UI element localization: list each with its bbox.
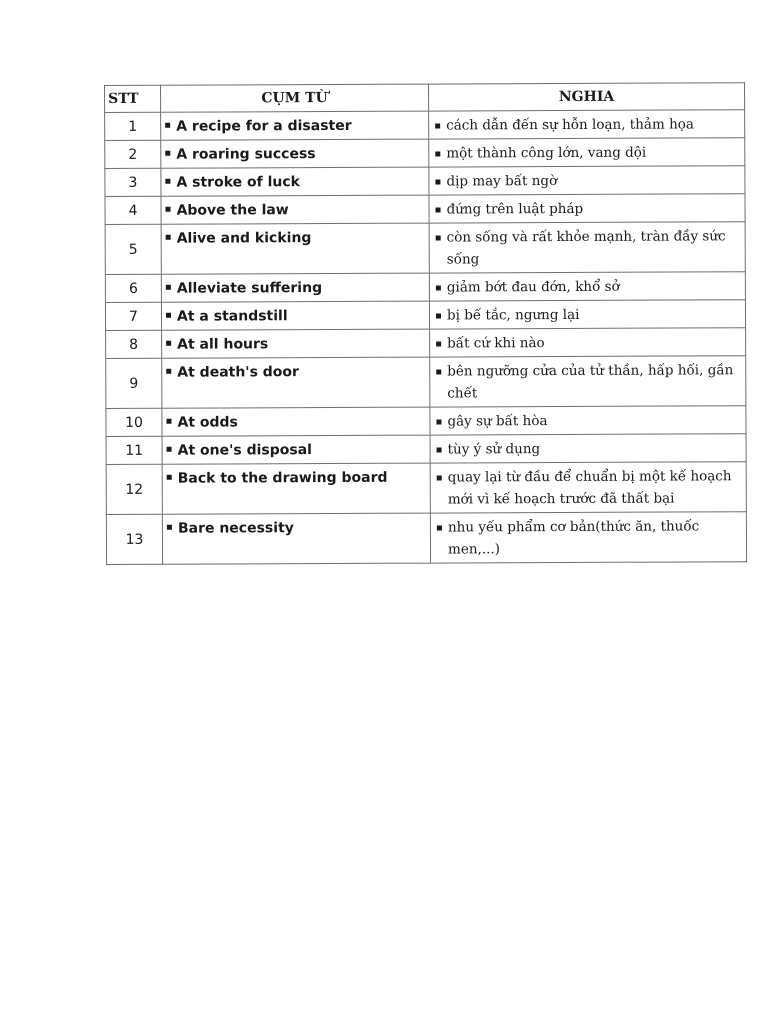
meaning-cell [429,194,745,223]
meaning-cell [430,512,746,563]
row-number: 11 [106,436,162,464]
table-header-row [105,83,745,113]
row-number: 2 [105,140,161,168]
bullet-icon [166,418,171,423]
bullet-icon [437,526,442,531]
bullet-icon [436,208,441,213]
row-number: 3 [105,168,161,196]
bullet-icon [167,446,172,451]
phrase-text: A roaring success [176,146,316,163]
meaning-cell [430,434,746,463]
bullet-icon [165,178,170,183]
phrase-cell [162,357,430,408]
row-number: 4 [105,196,161,224]
phrase-cell [161,111,429,140]
phrase-cell [161,301,429,330]
bullet-icon [166,234,171,239]
phrase-text: At odds [177,414,238,431]
header-phrase: CỤM TỪ [161,84,429,112]
phrase-cell [162,463,430,514]
meaning-text: cách dẫn đến sự hỗn loạn, thảm họa [446,116,694,134]
table-row [105,166,745,197]
vocabulary-table-scan [104,82,746,565]
meaning-cell [429,300,745,329]
table-row [105,300,745,331]
row-number: 8 [106,330,162,358]
bullet-icon [436,420,441,425]
bullet-icon [166,312,171,317]
meaning-text: giảm bớt đau đớn, khổ sở [446,278,620,296]
meaning-text: tùy ý sử dụng [447,441,541,458]
meaning-cell [430,328,746,357]
table-row [106,356,746,409]
phrase-cell [161,273,429,302]
meaning-text: bất cứ khi nào [447,335,545,352]
meaning-text: bên ngưỡng cửa của tử thần, hấp hối, gần chết [447,362,734,402]
header-meaning: NGHIA [428,83,744,111]
row-number: 9 [106,358,162,408]
table-row [106,512,746,565]
meaning-cell [430,406,746,435]
row-number: 12 [106,464,162,514]
bullet-icon [167,524,172,529]
phrase-text: At death's door [177,364,299,381]
row-number: 6 [105,274,161,302]
row-number: 5 [105,224,161,274]
phrase-text: At a standstill [176,308,288,325]
row-number: 7 [105,302,161,330]
bullet-icon [436,342,441,347]
bullet-icon [435,180,440,185]
header-stt: STT [105,85,161,112]
phrase-text: At one's disposal [177,442,312,459]
phrase-cell [162,435,430,464]
table-row [105,222,745,275]
bullet-icon [437,476,442,481]
meaning-cell [429,222,745,273]
phrase-text: A stroke of luck [176,174,300,191]
bullet-icon [436,314,441,319]
phrase-text: A recipe for a disaster [176,117,352,135]
table-row [106,406,746,437]
bullet-icon [165,150,170,155]
table-row [105,194,745,225]
phrase-cell [161,139,429,168]
meaning-cell [429,272,745,301]
row-number: 13 [106,514,162,564]
meaning-text: một thành công lớn, vang dội [446,144,647,162]
phrase-text: Back to the drawing board [177,469,388,487]
bullet-icon [435,124,440,129]
bullet-icon [166,284,171,289]
bullet-icon [166,368,171,373]
row-number: 1 [105,112,161,140]
meaning-text: đứng trên luật pháp [446,200,584,218]
bullet-icon [436,286,441,291]
table-row [106,328,746,359]
meaning-text: gây sự bất hòa [447,413,548,430]
phrase-cell [162,407,430,436]
bullet-icon [435,152,440,157]
phrase-cell [161,223,429,274]
table-row [105,110,745,141]
phrase-cell [162,329,430,358]
bullet-icon [436,370,441,375]
meaning-text: bị bế tắc, ngưng lại [446,306,580,324]
table-row [106,434,746,465]
table-row [105,138,745,169]
meaning-cell [429,138,745,167]
meaning-cell [429,166,745,195]
meaning-cell [429,110,745,139]
bullet-icon [165,122,170,127]
bullet-icon [436,236,441,241]
phrase-text: At all hours [177,336,269,353]
bullet-icon [167,474,172,479]
phrase-text: Alive and kicking [176,230,312,247]
meaning-cell [430,356,746,407]
phrase-text: Above the law [176,202,289,219]
meaning-text: quay lại từ đầu để chuẩn bị một kế hoạch mới vì kế hoạch trước đã thất bại [447,468,732,508]
row-number: 10 [106,408,162,436]
table-row [105,272,745,303]
meaning-text: còn sống và rất khỏe mạnh, tràn đầy sức sống [446,228,726,268]
phrase-text: Alleviate suffering [176,280,323,297]
bullet-icon [437,448,442,453]
meaning-cell [430,462,746,513]
vocabulary-table [104,82,747,565]
table-row [106,462,746,515]
phrase-cell [162,513,430,564]
phrase-cell [161,195,429,224]
meaning-text: dịp may bất ngờ [446,173,558,190]
meaning-text: nhu yếu phẩm cơ bản(thức ăn, thuốc men,...) [447,518,700,558]
phrase-cell [161,167,429,196]
phrase-text: Bare necessity [177,520,294,537]
bullet-icon [166,206,171,211]
bullet-icon [166,340,171,345]
